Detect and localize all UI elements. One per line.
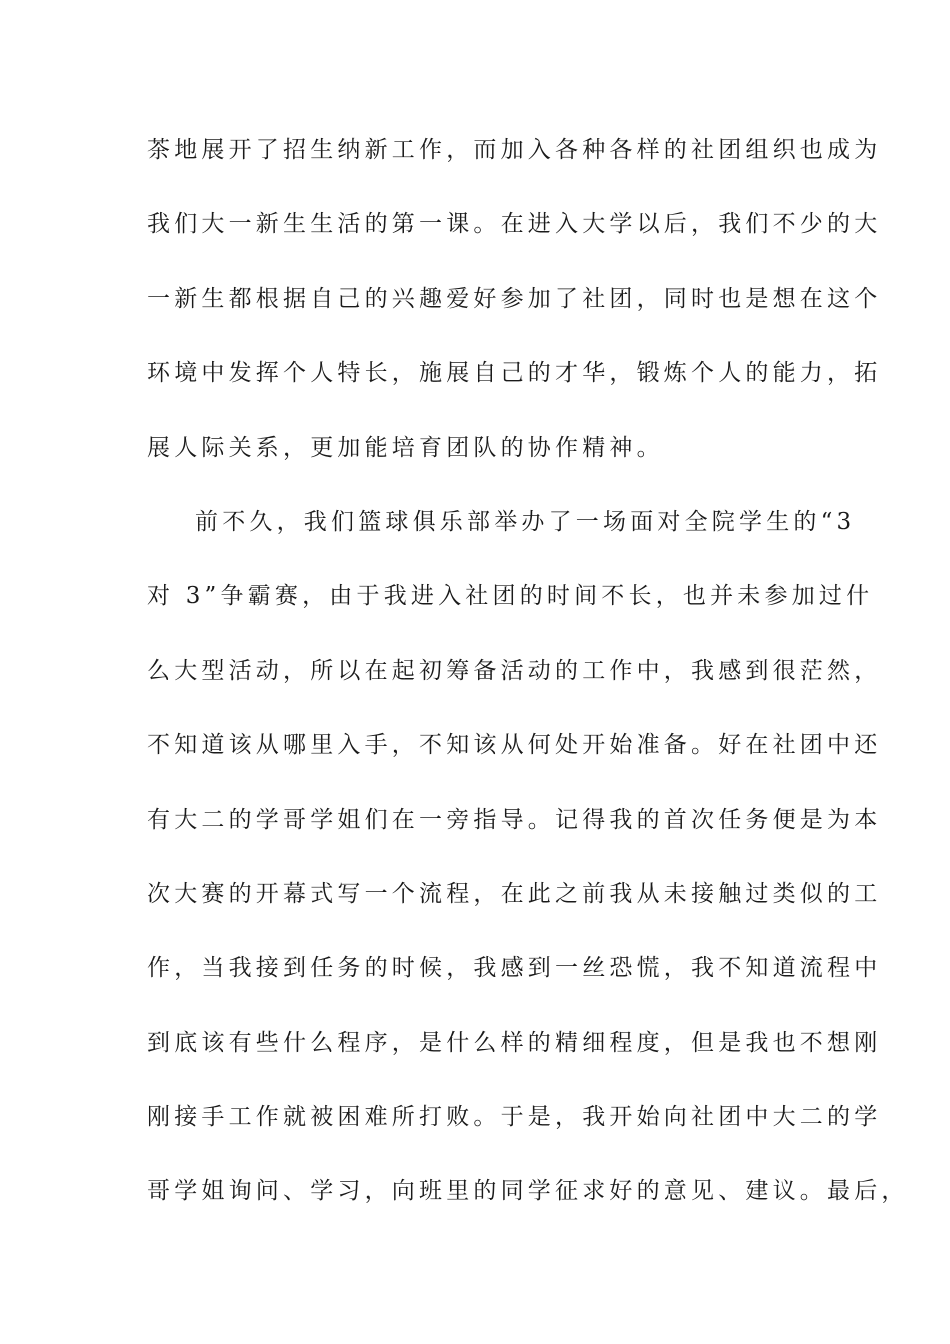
text-line: 环境中发挥个人特长，施展自己的才华，锻炼个人的能力，拓 — [147, 360, 882, 387]
text-line: 哥学姐询问、学习，向班里的同学征求好的意见、建议。最后， — [147, 1178, 909, 1205]
text-line: 对 3”争霸赛，由于我进入社团的时间不长，也并未参加过什 — [147, 583, 874, 610]
text-line: 刚接手工作就被困难所打败。于是，我开始向社团中大二的学 — [147, 1104, 882, 1131]
text-line: 次大赛的开幕式写一个流程，在此之前我从未接触过类似的工 — [147, 880, 882, 907]
text-line: 一新生都根据自己的兴趣爱好参加了社团，同时也是想在这个 — [147, 285, 882, 312]
paragraph-start-line: 前不久，我们篮球俱乐部举办了一场面对全院学生的“3 — [195, 508, 856, 535]
text-line: 我们大一新生生活的第一课。在进入大学以后，我们不少的大 — [147, 211, 882, 238]
text-line: 到底该有些什么程序，是什么样的精细程度，但是我也不想刚 — [147, 1029, 882, 1056]
text-line: 作，当我接到任务的时候，我感到一丝恐慌，我不知道流程中 — [147, 955, 882, 982]
text-line: 茶地展开了招生纳新工作，而加入各种各样的社团组织也成为 — [147, 137, 882, 163]
text-line: 展人际关系，更加能培育团队的协作精神。 — [147, 434, 664, 461]
text-line: 有大二的学哥学姐们在一旁指导。记得我的首次任务便是为本 — [147, 806, 882, 833]
text-line: 么大型活动，所以在起初筹备活动的工作中，我感到很茫然， — [147, 657, 882, 684]
text-line: 不知道该从哪里入手，不知该从何处开始准备。好在社团中还 — [147, 732, 882, 759]
body-text — [147, 130, 909, 1246]
